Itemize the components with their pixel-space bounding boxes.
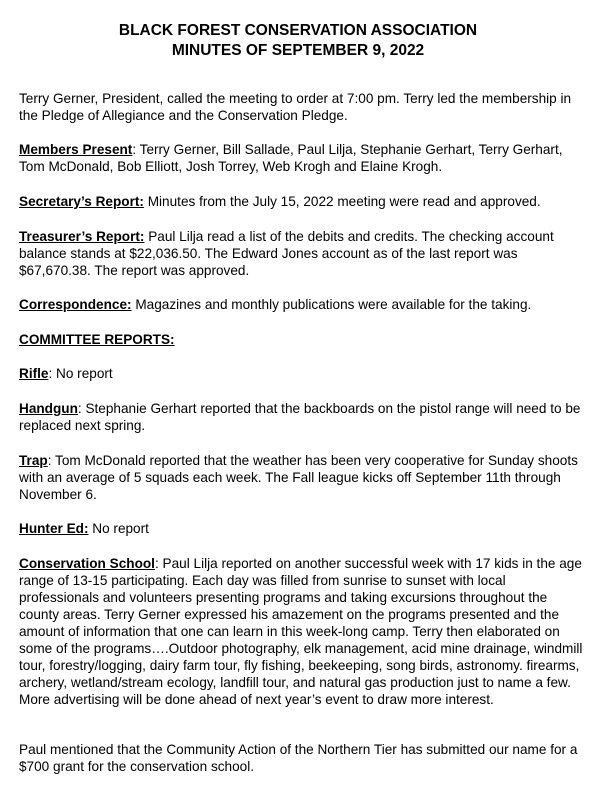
- opening-paragraph: [19, 90, 587, 124]
- members-present-section: [19, 141, 587, 175]
- conservation-school-section: [19, 555, 587, 708]
- organization-title: BLACK FOREST CONSERVATION ASSOCIATION: [118, 22, 478, 39]
- secretary-report-section: [19, 193, 587, 210]
- committee-reports-heading: COMMITTEE REPORTS:: [19, 332, 175, 347]
- correspondence-heading: Correspondence:: [19, 297, 132, 312]
- secretary-report-text: Minutes from the July 15, 2022 meeting were read and approved.: [143, 194, 541, 209]
- members-present-heading: Members Present: [19, 142, 133, 157]
- rifle-section: [19, 365, 587, 382]
- trap-text: : Tom McDonald reported that the weather has been very cooperative for Sunday shoots with an average of 5 squads each week. The Fall league kicks off September 11th through November 6.: [19, 453, 578, 502]
- correspondence-text: Magazines and monthly publications were available for the taking.: [131, 297, 532, 312]
- handgun-section: [19, 400, 587, 434]
- opening-text: Terry Gerner, President, called the meeting to order at 7:00 pm. Terry led the membership in the Pledge of Allegiance and the Conservation Pledge.: [19, 91, 572, 123]
- committee-reports-section: [19, 331, 587, 348]
- treasurer-report-section: [19, 228, 587, 279]
- rifle-heading: Rifle: [19, 366, 49, 381]
- trap-heading: Trap: [19, 453, 48, 468]
- secretary-report-heading: Secretary’s Report:: [19, 194, 144, 209]
- grant-text: Paul mentioned that the Community Action of the Northern Tier has submitted our name for a $700 grant for the conservation school.: [19, 742, 578, 774]
- members-present-text: : Terry Gerner, Bill Sallade, Paul Lilja, Stephanie Gerhart, Terry Gerhart, Tom McDonald, Bob Elliott, Josh Torrey, Web Krogh and Elaine Krogh.: [19, 142, 563, 174]
- hunter-ed-heading: Hunter Ed:: [19, 521, 89, 536]
- handgun-text: : Stephanie Gerhart reported that the backboards on the pistol range will need to be replaced next spring.: [19, 401, 581, 433]
- handgun-heading: Handgun: [19, 401, 78, 416]
- treasurer-report-text: Paul Lilja read a list of the debits and credits. The checking account balance stands at $22,036.50. The Edward Jones account as of the last report was $67,670.38. The report was approved.: [19, 229, 554, 278]
- hunter-ed-text: No report: [88, 521, 149, 536]
- conservation-school-text: : Paul Lilja reported on another successful week with 17 kids in the age range of 13-15 participating. Each day was filled from sunrise to sunset with local professionals and volunteers presenting programs and taking excursions throughout the county areas. Terry Gerner expressed his amazement on the programs presented and the amount of information that one can learn in this week-long camp. Terry then elaborated on some of the programs….Outdoor photography, elk management, acid mine drainage, windmill tour, forestry/logging, dairy farm tour, fly fishing, beekeeping, song birds, astronomy. firearms, archery, wetland/stream ecology, landfill tour, and natural gas production just to name a few. More advertising will be done ahead of next year’s event to draw more interest.: [19, 556, 583, 707]
- minutes-title: MINUTES OF SEPTEMBER 9, 2022: [171, 42, 425, 59]
- correspondence-section: [19, 296, 587, 313]
- grant-paragraph: [19, 741, 587, 775]
- trap-section: [19, 452, 587, 503]
- hunter-ed-section: [19, 520, 587, 537]
- rifle-text: : No report: [48, 366, 113, 381]
- conservation-school-heading: Conservation School: [19, 556, 155, 571]
- treasurer-report-heading: Treasurer’s Report:: [19, 229, 145, 244]
